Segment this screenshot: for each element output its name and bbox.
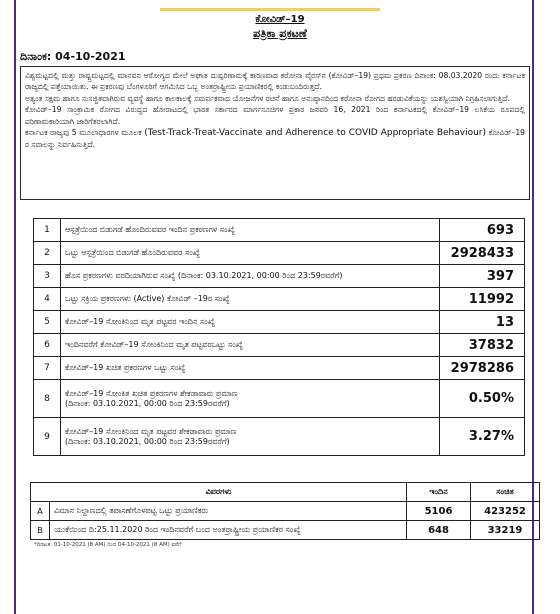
table-row — [34, 311, 525, 334]
travellers-header-row — [31, 483, 540, 502]
notice-paragraph-4 — [25, 127, 525, 151]
row-cumulative: 33219 — [471, 521, 540, 540]
row-value: 0.50% — [440, 380, 525, 418]
row-number: 6 — [34, 334, 61, 357]
row-label: ಕೋವಿಡ್–19 ಖಚಿತ ಪ್ರಕರಣಗಳ ಒಟ್ಟು ಸಂಖ್ಯೆ — [61, 357, 440, 380]
notice-p4-end: ಕೋವಿಡ್–19 ರ ಸವಾಲನ್ನು ನಿರ್ವಹಿಸುತ್ತಿದೆ. — [25, 128, 525, 150]
table-row — [34, 288, 525, 311]
row-value: 3.27% — [440, 418, 525, 456]
top-banner-decoration — [160, 0, 380, 11]
row-label: ಇಂದಿನವರೆಗೆ ಕೋವಿಡ್–19 ಸೋಂಕಿನಿಂದ ಮೃತ ಪಟ್ಟವರಒಟ್ಟು ಸಂಖ್ಯೆ — [61, 334, 440, 357]
notice-box — [20, 66, 530, 200]
table-row — [31, 502, 540, 521]
release-date: ದಿನಾಂಕ: 04-10-2021 — [20, 50, 126, 63]
row-sublabel: (ದಿನಾಂಕ: 03.10.2021, 00:00 ರಿಂದ 23:59ರವರೆಗೆ) — [65, 436, 230, 446]
row-number: 9 — [34, 418, 61, 456]
row-letter: B — [31, 521, 50, 540]
row-value: 11992 — [440, 288, 525, 311]
row-number: 4 — [34, 288, 61, 311]
table-row — [34, 418, 525, 456]
row-label: ಕೋವಿಡ್–19 ಸೋಂಕಿನಿಂದ ಮೃತ ಪಟ್ಟವರ ಇಂದಿನ ಸಂಖ್ಯೆ — [61, 311, 440, 334]
row-label-cell — [61, 418, 440, 456]
table-row — [31, 521, 540, 540]
row-label: ಕೋವಿಡ್–19 ಸೋಂಕಿನಿಂದ ಮೃತ ಪಟ್ಟವರ ಶೇಕಡಾವಾರು ಪ್ರಮಾಣ — [65, 426, 237, 436]
row-label: ವಿಮಾನ ನಿಲ್ದಾಣದಲ್ಲಿ ತಪಾಸಣೆಗೊಳಪಟ್ಟ ಒಟ್ಟು ಪ್ರಯಾಣಿಕರು — [50, 502, 407, 521]
header-today: ಇಂದಿನ — [407, 483, 471, 502]
row-value: 37832 — [440, 334, 525, 357]
document-heading — [0, 14, 560, 41]
row-value: 397 — [440, 265, 525, 288]
notice-p4-start: ಕರ್ನಾಟಕ ರಾಜ್ಯವು 5 ಮೂಲಾಧಾರಗಳ ಮೂಲಕ — [25, 128, 142, 138]
row-label: ಆಸ್ಪತ್ರೆಯಿಂದ ಬಿಡುಗಡೆ ಹೊಂದಿರುವವರ ಇಂದಿನ ಪ್ರಕರಣಗಳ ಸಂಖ್ಯೆ — [61, 219, 440, 242]
row-number: 2 — [34, 242, 61, 265]
table-row — [34, 219, 525, 242]
travellers-table — [30, 482, 540, 540]
row-number: 1 — [34, 219, 61, 242]
row-value: 693 — [440, 219, 525, 242]
row-label-cell — [61, 380, 440, 418]
table-row — [34, 380, 525, 418]
row-label: ಒಟ್ಟು ಸಕ್ರಿಯ ಪ್ರಕರಣಗಳು (Active) ಕೋವಿಡ್ –19ರ ಸಂಖ್ಯೆ — [61, 288, 440, 311]
heading-covid: ಕೋವಿಡ್–19 — [255, 14, 305, 25]
notice-paragraph-1: ವಿಶ್ವಮಟ್ಟದಲ್ಲಿ ಮತ್ತು ರಾಷ್ಟ್ರಮಟ್ಟದಲ್ಲಿ ಮಾನವನ ಆರೋಗ್ಯದ ಮೇಲೆ ಅಘಾತ ದುಷ್ಪರಿಣಾಮಕ್ಕೆ ಕಾರಣವಾದ ಕರೋನಾ ವೈರಸ್‌ನ (ಕೋವಿಡ್–19) ಪ್ರಥಮ ಪ್ರಕರಣ ದಿನಾಂಕ: 08.03.2020 ರಂದು ಕರ್ನಾಟಕ ರಾಜ್ಯದಲ್ಲಿ ಪತ್ತೆಯಾಯಿತು. ಈ ಪ್ರಕರಣವು ಬೆಂಗಳೂರಿಗೆ ಆಗಮಿಸಿದ ಒಬ್ಬ ಅಂತರ್ರಾಷ್ಟ್ರೀಯ ಪ್ರಯಾಣಿಕರಲ್ಲಿ ಕಂಡುಬಂದಿರುತ್ತದೆ. — [25, 71, 525, 92]
footnote: *ದಿನಾಂಕ: 01-10-2021 (8 AM) ರಿಂದ 04-10-2021 (8 AM) ವರೆಗೆ — [34, 542, 182, 548]
table-row — [34, 265, 525, 288]
row-value: 13 — [440, 311, 525, 334]
row-label: ಕೋವಿಡ್–19 ಸೋಂಕಿತ ಖಚಿತ ಪ್ರಕರಣಗಳ ಶೇಕಡಾವಾರು ಪ್ರಮಾಣ — [65, 388, 238, 398]
covid-stats-table — [33, 218, 525, 456]
notice-paragraph-2: ಅತ್ಯಂತ ಸಕ್ಷಮ ಹಾಗೂ ಸುಸಜ್ಜಿತವಾಗಿರುವ ವ್ಯವಸ್ಥೆ ಹಾಗೂ ಕಾಲಕಾಲಕ್ಕೆ ಸಮರ್ಪಕವಾದ ಯೋಜನೆಗಳ ರಚನೆ ಹಾಗೂ ಅನುಷ್ಠಾನದಿಂದ ಕರೋನಾ ರೋಗದ ಹರಡುವಿಕೆಯನ್ನು ಯಶಸ್ವಿಯಾಗಿ ನಿಗ್ರಹಿಸಲಾಗುತ್ತಿದೆ. — [25, 93, 510, 103]
row-label: ಒಟ್ಟು ಆಸ್ಪತ್ರೆಯಿಂದ ಬಿಡುಗಡೆ ಹೊಂದಿರುವವರ ಸಂಖ್ಯೆ — [61, 242, 440, 265]
row-today: 648 — [407, 521, 471, 540]
notice-p4-english: (Test-Track-Treat-Vaccinate and Adherence to COVID Appropriate Behaviour) — [144, 128, 486, 139]
row-value: 2978286 — [440, 357, 525, 380]
row-number: 3 — [34, 265, 61, 288]
header-cumulative: ಸಂಚಿತ — [471, 483, 540, 502]
table-row — [34, 357, 525, 380]
row-number: 8 — [34, 380, 61, 418]
table-row — [34, 334, 525, 357]
header-details: ವಿವರಗಳು — [31, 483, 407, 502]
row-value: 2928433 — [440, 242, 525, 265]
table-row — [34, 242, 525, 265]
row-letter: A — [31, 502, 50, 521]
row-label: ಯುಕೆಯಿಂದ ದಿ:25.11.2020 ರಿಂದ ಇಂದಿನವರೆಗೆ ಬಂದ ಅಂತರ್ರಾಷ್ಟ್ರೀಯ ಪ್ರಯಾಣಿಕರ ಸಂಖ್ಯೆ — [50, 521, 407, 540]
row-today: 5106 — [407, 502, 471, 521]
row-label: ಹೊಸ ಪ್ರಕರಣಗಳು ವರದಿಯಾಗಿರುವ ಸಂಖ್ಯೆ (ದಿನಾಂಕ: 03.10.2021, 00:00 ರಿಂದ 23:59ರವರೆಗೆ) — [61, 265, 440, 288]
notice-paragraph-3: ಕೋವಿಡ್–19 ಸಾಂಕ್ರಾಮಿಕ ರೋಗದ ವಿರುದ್ಧದ ಹೋರಾಟದಲ್ಲಿ ಭಾರತ ಸರ್ಕಾರದ ಮಾರ್ಗಸೂಚಿಗಳ ಪ್ರಕಾರ ಜನವರಿ 16, 2021 ರಿಂದ ಕರ್ನಾಟಕದಲ್ಲಿ ಕೋವಿಡ್–19 ಲಸಿಕೆಯ ರೂಪದಲ್ಲಿ ಪರಿಣಾಮಕಾರಿಯಾಗಿ ಜಾರಿಗೆತರಲಾಗಿದೆ. — [25, 105, 525, 126]
row-sublabel: (ದಿನಾಂಕ: 03.10.2021, 00:00 ರಿಂದ 23:59ರವರೆಗೆ) — [65, 398, 230, 408]
row-number: 5 — [34, 311, 61, 334]
row-number: 7 — [34, 357, 61, 380]
row-cumulative: 423252 — [471, 502, 540, 521]
heading-press-release: ಪತ್ರಿಕಾ ಪ್ರಕಟಣೆ — [253, 27, 307, 40]
